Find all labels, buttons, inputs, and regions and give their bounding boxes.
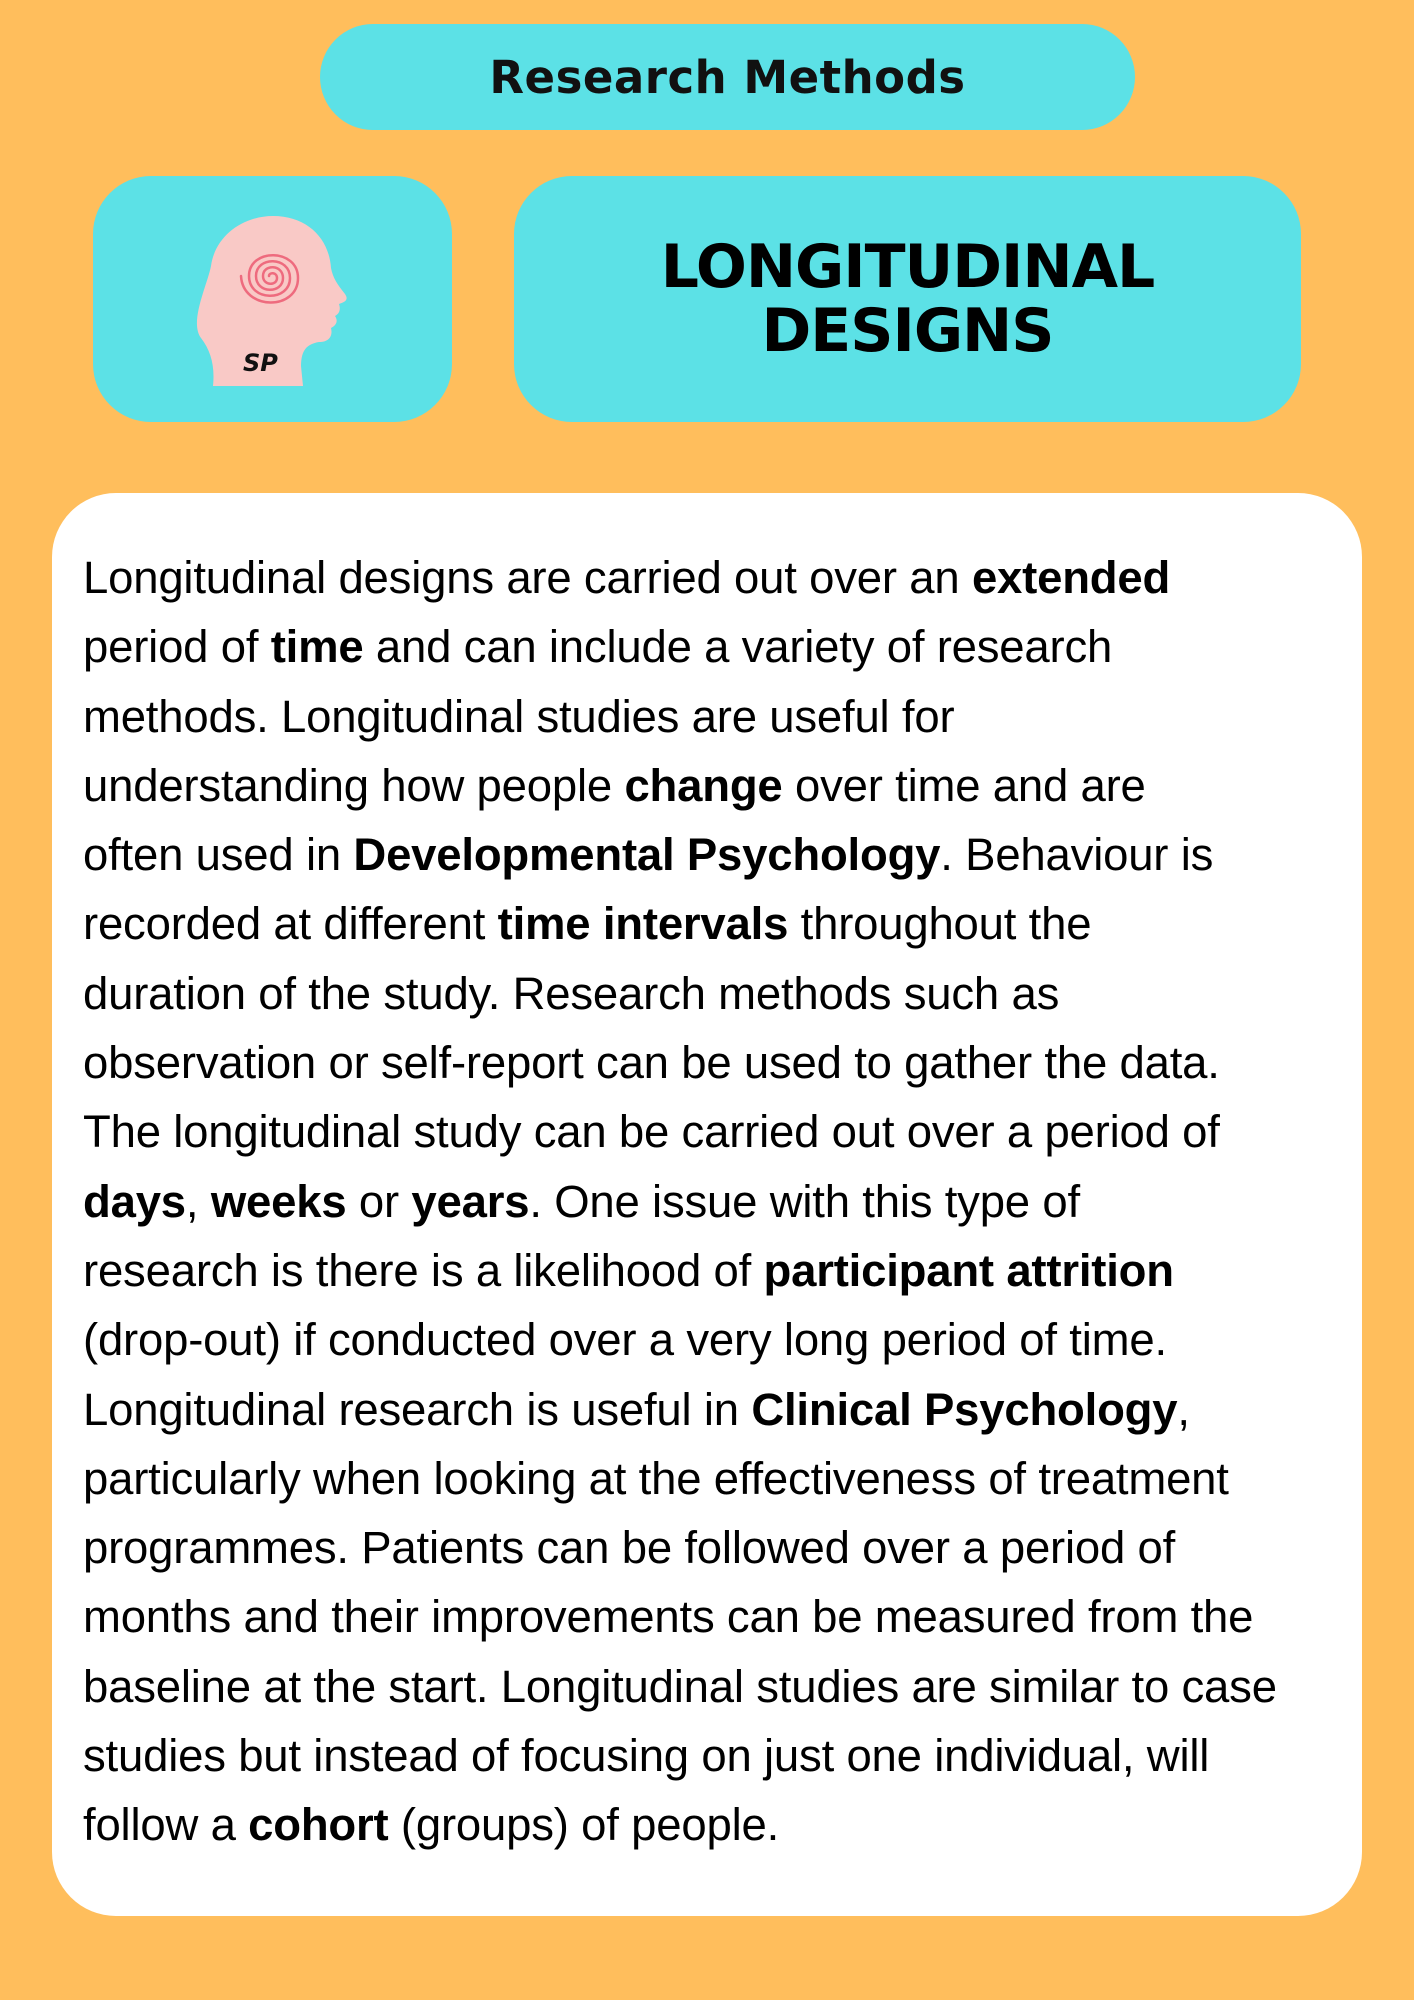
bold-term: Developmental Psychology [353, 829, 941, 881]
body-line [83, 1513, 1343, 1582]
body-line [83, 682, 1343, 751]
text-run: duration of the study. Research methods such as [83, 967, 1060, 1019]
body-line [83, 1790, 1343, 1859]
text-run: baseline at the start. Longitudinal studies are similar to case [83, 1660, 1277, 1712]
body-line [83, 1721, 1343, 1790]
bold-term: time [270, 621, 364, 673]
text-run: or [346, 1175, 412, 1227]
text-run: and can include a variety of research [363, 621, 1113, 673]
text-run: observation or self-report can be used to gather the data. [83, 1037, 1220, 1089]
logo-initials: SP [243, 349, 278, 377]
text-run: Longitudinal research is useful in [83, 1383, 752, 1435]
text-run: . One issue with this type of [529, 1175, 1080, 1227]
bold-term: participant attrition [763, 1244, 1174, 1296]
bold-term: extended [971, 552, 1171, 603]
section-label: Research Methods [489, 50, 966, 104]
text-run: months and their improvements can be measured from the [83, 1591, 1254, 1643]
body-line [83, 1236, 1343, 1305]
body-line [83, 1652, 1343, 1721]
body-line [83, 612, 1343, 681]
text-run: studies but instead of focusing on just one individual, will [83, 1730, 1210, 1782]
text-run: (drop-out) if conducted over a very long period of time. [83, 1314, 1167, 1366]
text-run: , [185, 1175, 211, 1227]
text-run: period of [83, 621, 271, 673]
body-line [83, 959, 1343, 1028]
text-run: Longitudinal designs are carried out over an [83, 552, 972, 603]
bold-term: time intervals [497, 898, 789, 950]
bold-term: years [411, 1175, 530, 1227]
body-line [83, 1582, 1343, 1651]
text-run: often used in [83, 829, 354, 881]
text-run: The longitudinal study can be carried out over a period of [83, 1106, 1220, 1158]
section-pill [320, 24, 1135, 130]
text-run: throughout the [788, 898, 1092, 950]
body-line [83, 820, 1343, 889]
text-run: particularly when looking at the effectiveness of treatment [83, 1452, 1229, 1504]
body-line [83, 1305, 1343, 1374]
logo-box [93, 176, 452, 422]
bold-term: change [624, 759, 783, 811]
body-line [83, 1167, 1343, 1236]
bold-term: cohort [248, 1799, 389, 1851]
text-run: methods. Longitudinal studies are useful for [83, 690, 955, 742]
text-run: research is there is a likelihood of [83, 1244, 764, 1296]
text-run: . Behaviour is [940, 829, 1214, 881]
text-run: (groups) of people. [388, 1799, 780, 1851]
head-spiral-icon [93, 176, 452, 422]
text-run: understanding how people [83, 759, 625, 811]
text-run: recorded at different [83, 898, 498, 950]
bold-term: days [83, 1175, 186, 1227]
body-paragraph [83, 543, 1343, 1860]
title-line-2: DESIGNS [761, 296, 1054, 366]
body-line [83, 1375, 1343, 1444]
body-line [83, 543, 1343, 612]
body-line [83, 1444, 1343, 1513]
text-run: follow a [83, 1799, 249, 1851]
title-line-1: LONGITUDINAL [660, 232, 1155, 302]
bold-term: Clinical Psychology [751, 1383, 1178, 1435]
text-run: , [1177, 1383, 1190, 1435]
text-run: over time and are [782, 759, 1146, 811]
body-line [83, 889, 1343, 958]
text-run: programmes. Patients can be followed over a period of [83, 1522, 1176, 1574]
body-line [83, 751, 1343, 820]
body-line [83, 1028, 1343, 1097]
body-line [83, 1097, 1343, 1166]
title-box [514, 176, 1301, 422]
bold-term: weeks [210, 1175, 347, 1227]
